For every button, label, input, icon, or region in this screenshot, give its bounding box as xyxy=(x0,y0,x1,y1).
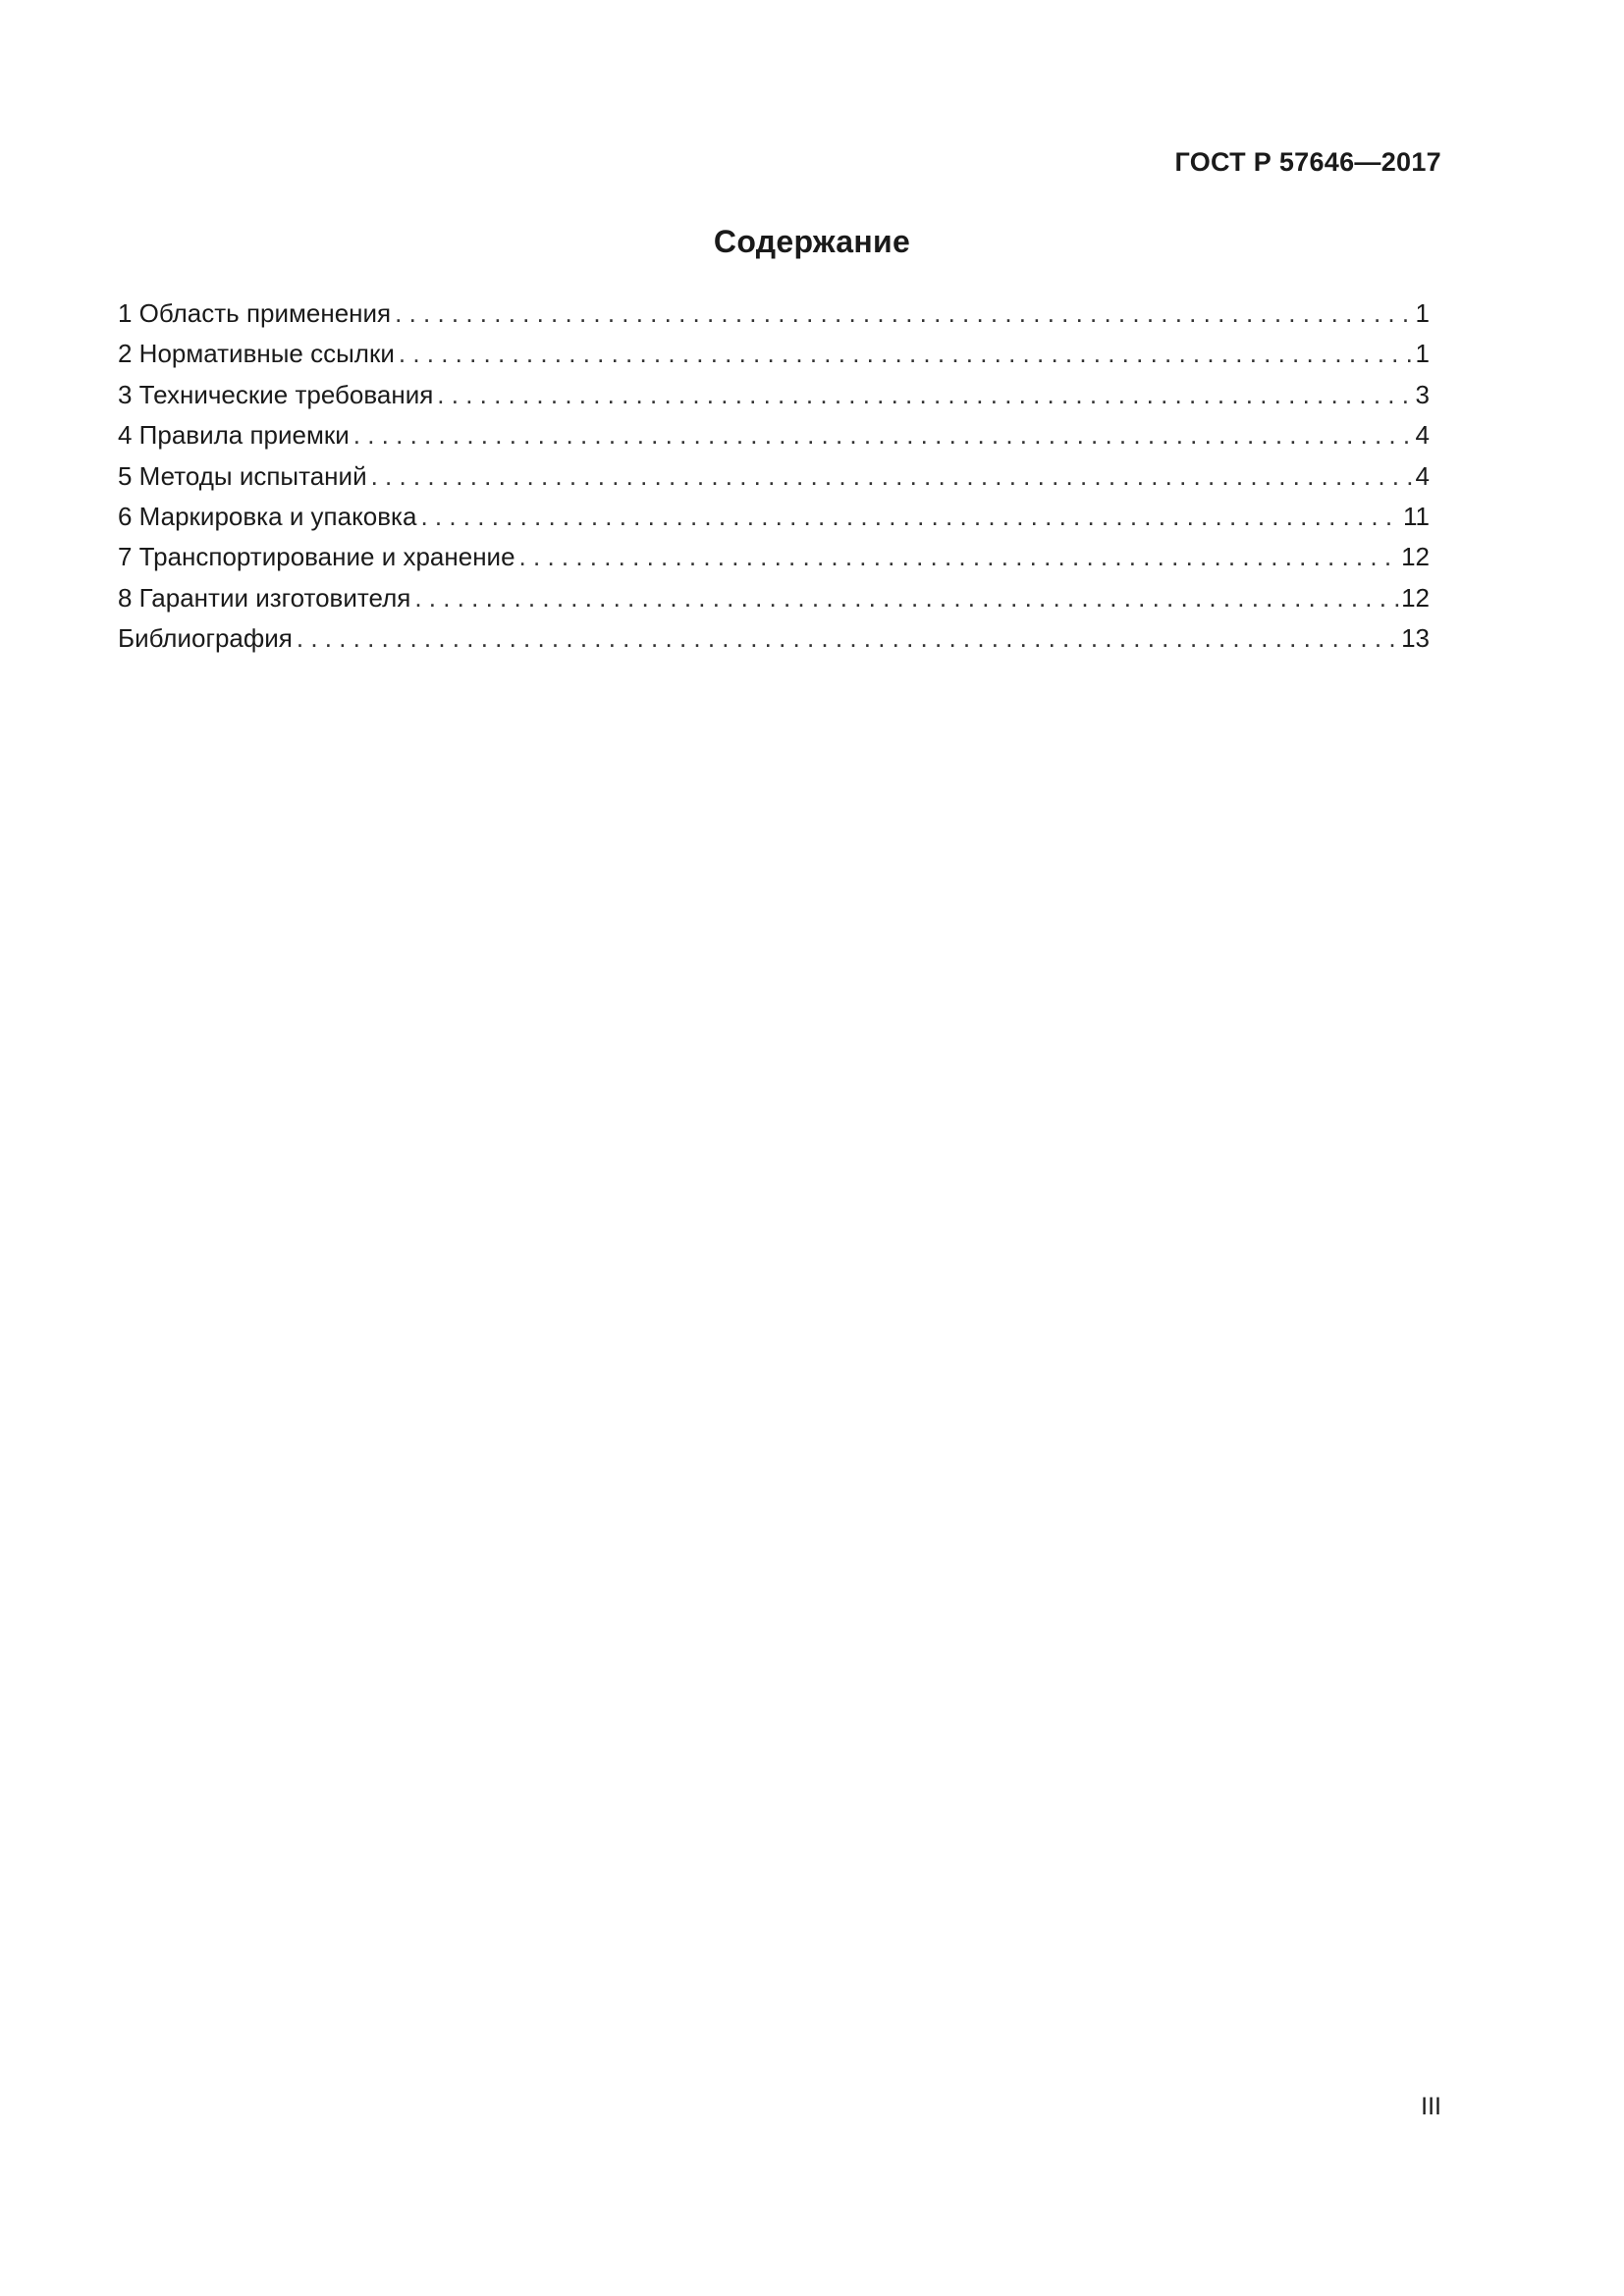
toc-title: Содержание xyxy=(713,224,911,259)
toc-entry-page: 4 xyxy=(1415,460,1430,491)
toc-entry-label: 3 Технические требования xyxy=(118,379,434,409)
toc-entry-page: 1 xyxy=(1415,298,1430,328)
toc-dot-leader xyxy=(297,623,1399,654)
toc-dot-leader xyxy=(420,502,1401,532)
toc-entry-label: 8 Гарантии изготовителя xyxy=(118,582,411,613)
toc-entry-page: 1 xyxy=(1415,339,1430,369)
toc-entry[interactable] xyxy=(118,461,1430,502)
table-of-contents xyxy=(118,298,1430,665)
toc-dot-leader xyxy=(399,339,1414,369)
toc-entry-page: 12 xyxy=(1401,582,1430,613)
toc-entry[interactable] xyxy=(118,339,1430,379)
toc-entry[interactable] xyxy=(118,380,1430,420)
toc-dot-leader xyxy=(371,461,1414,492)
toc-entry-label: 2 Нормативные ссылки xyxy=(118,339,395,369)
toc-entry[interactable] xyxy=(118,420,1430,460)
toc-entry[interactable] xyxy=(118,298,1430,339)
toc-entry-label: 7 Транспортирование и хранение xyxy=(118,542,515,572)
toc-dot-leader xyxy=(395,298,1413,329)
toc-entry[interactable] xyxy=(118,583,1430,623)
toc-entry[interactable] xyxy=(118,542,1430,582)
toc-entry-page: 13 xyxy=(1401,623,1430,654)
toc-dot-leader xyxy=(437,380,1413,410)
toc-entry-page: 11 xyxy=(1403,501,1430,531)
toc-dot-leader xyxy=(414,583,1399,614)
toc-entry-page: 4 xyxy=(1415,420,1430,451)
toc-entry-label: 6 Маркировка и упаковка xyxy=(118,501,417,531)
toc-entry[interactable] xyxy=(118,623,1430,664)
toc-entry-label: 4 Правила приемки xyxy=(118,420,350,451)
toc-dot-leader xyxy=(353,420,1414,451)
document-code: ГОСТ Р 57646—2017 xyxy=(1174,147,1441,177)
toc-entry-label: 1 Область применения xyxy=(118,298,392,328)
page-number: III xyxy=(1421,2093,1441,2120)
toc-entry-page: 12 xyxy=(1401,542,1430,572)
toc-entry-label: Библиография xyxy=(118,623,293,654)
toc-dot-leader xyxy=(519,542,1400,572)
toc-entry[interactable] xyxy=(118,502,1430,542)
toc-entry-label: 5 Методы испытаний xyxy=(118,460,367,491)
toc-entry-page: 3 xyxy=(1415,379,1430,409)
